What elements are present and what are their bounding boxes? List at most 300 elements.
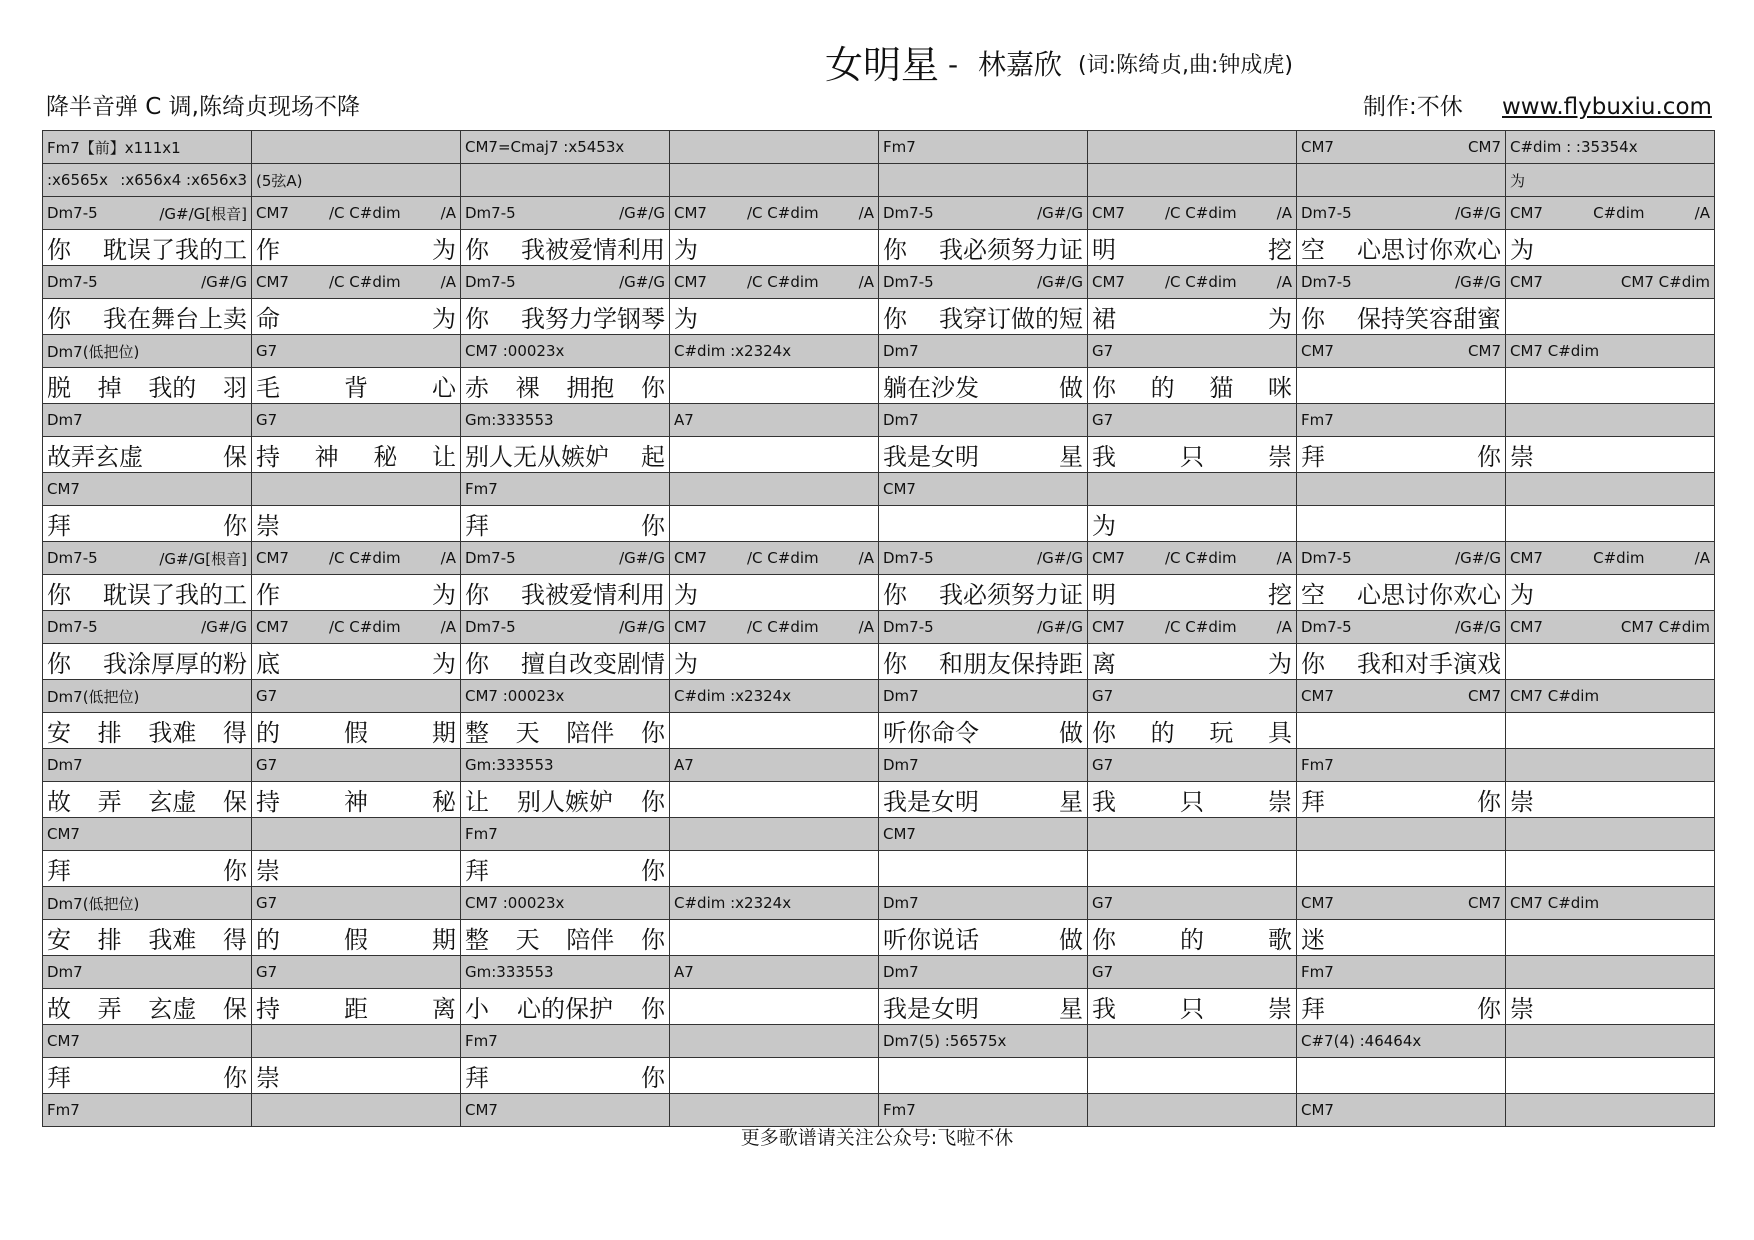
lyric-text: 我难 <box>148 926 197 954</box>
lyric-cell <box>879 851 1088 887</box>
lyric-text: 弄 <box>97 995 122 1023</box>
lyric-cell <box>43 851 252 887</box>
lyric-text: 崇 <box>1510 443 1534 471</box>
cell-content <box>1092 713 1292 748</box>
lyric-text: 我 <box>1092 788 1116 816</box>
lyric-text: 和朋友保持距 <box>939 650 1083 678</box>
lyric-cell <box>1088 506 1297 542</box>
lyric-text: 保 <box>222 788 247 816</box>
cell-content <box>465 851 665 886</box>
cell-content <box>47 368 247 403</box>
cell-content <box>256 575 456 610</box>
cell-content <box>1092 549 1292 567</box>
cell-content <box>465 299 665 334</box>
lyric-text: 心的保护 <box>517 995 613 1023</box>
lyric-text: 为 <box>674 305 698 333</box>
chord-row <box>43 197 1715 230</box>
chord-symbol: CM7 <box>674 618 707 636</box>
chord-symbol: /G#/G <box>1455 618 1501 636</box>
lyric-text: 背 <box>344 374 368 402</box>
chord-cell <box>461 956 670 989</box>
cell-content <box>1510 437 1710 472</box>
lyric-text: 拥抱 <box>566 374 615 402</box>
chord-row <box>43 611 1715 644</box>
lyric-cell <box>1297 299 1506 335</box>
lyric-text: 你 <box>883 650 907 678</box>
cell-content <box>465 273 665 291</box>
cell-content <box>1301 549 1501 567</box>
chord-symbol: CM7 C#dim <box>1620 273 1710 291</box>
chord-symbol: Dm7-5 <box>883 618 934 636</box>
cell-content <box>256 894 456 912</box>
lyric-cell <box>461 851 670 887</box>
chord-cell <box>1506 266 1715 299</box>
lyric-text: 空 <box>1301 236 1325 264</box>
cell-content <box>674 575 874 610</box>
lyric-text: 为 <box>1268 650 1292 678</box>
cell-content <box>47 273 247 291</box>
lyric-text: 你 <box>1477 995 1501 1023</box>
chord-cell <box>1297 164 1506 197</box>
chord-symbol: Dm7-5 <box>1301 204 1352 222</box>
lyric-cell <box>1297 1058 1506 1094</box>
cell-content <box>465 963 665 981</box>
lyric-text: 你 <box>883 305 907 333</box>
lyric-text: 我是女明 <box>883 443 979 471</box>
lyric-row <box>43 989 1715 1025</box>
cell-content <box>883 825 1083 843</box>
cell-content <box>1092 782 1292 817</box>
cell-content <box>256 170 456 191</box>
chord-symbol: CM7 <box>465 1101 498 1119</box>
lyric-cell <box>252 1058 461 1094</box>
chord-symbol: Fm7 <box>47 1101 80 1119</box>
lyric-row <box>43 920 1715 956</box>
lyric-text: 玄虚 <box>148 995 197 1023</box>
chord-symbol: /C C#dim <box>329 273 401 291</box>
lyric-text: 陪伴 <box>566 719 615 747</box>
chord-cell <box>43 611 252 644</box>
chord-symbol: /G#/G <box>619 618 665 636</box>
cell-content <box>47 480 247 498</box>
lyric-cell <box>1088 782 1297 818</box>
lyric-cell <box>879 299 1088 335</box>
lyric-text: 故 <box>47 788 71 816</box>
chord-symbol: /G#/G[根音] <box>159 204 247 223</box>
cell-content <box>1301 687 1501 705</box>
chord-cell <box>670 680 879 713</box>
cell-content <box>47 171 247 189</box>
lyric-cell <box>879 989 1088 1025</box>
cell-content <box>47 851 247 886</box>
cell-content <box>47 1101 247 1119</box>
cell-content <box>883 368 1083 403</box>
chord-cell <box>43 542 252 575</box>
chord-symbol: /A <box>858 618 874 636</box>
cell-content <box>47 920 247 955</box>
cell-content <box>256 230 456 265</box>
chord-symbol: G7 <box>256 687 278 705</box>
chord-symbol: C#dim <box>1593 204 1645 222</box>
cell-content <box>47 1032 247 1050</box>
lyric-cell <box>879 230 1088 266</box>
chord-cell <box>1297 404 1506 437</box>
lyric-text: 别人嫉妒 <box>517 788 613 816</box>
chord-cell <box>1088 749 1297 782</box>
cell-content <box>1092 756 1292 774</box>
chord-symbol: Fm7 <box>1301 411 1334 429</box>
chord-symbol: /C C#dim <box>1165 204 1237 222</box>
cell-content <box>883 138 1083 156</box>
chord-cell <box>879 404 1088 437</box>
cell-content <box>47 1058 247 1093</box>
chord-symbol: CM7 C#dim <box>1510 894 1600 912</box>
cell-content <box>883 618 1083 636</box>
cell-content <box>47 989 247 1024</box>
lyric-row <box>43 575 1715 611</box>
cell-content <box>674 299 874 334</box>
chord-cell <box>1088 611 1297 644</box>
chord-cell <box>670 1094 879 1127</box>
lyric-text: 我是女明 <box>883 788 979 816</box>
chord-cell <box>43 131 252 164</box>
cell-content <box>1301 920 1501 955</box>
lyric-text: 你 <box>1092 374 1116 402</box>
chord-symbol: CM7 C#dim <box>1510 687 1600 705</box>
lyric-text: 你 <box>223 512 247 540</box>
chord-symbol: Fm7 <box>465 480 498 498</box>
chord-symbol: CM7 <box>1468 687 1501 705</box>
lyric-cell <box>879 368 1088 404</box>
chord-cell <box>670 404 879 437</box>
cell-content <box>1510 549 1710 567</box>
lyric-text: 保 <box>223 443 247 471</box>
chord-symbol: /C C#dim <box>747 273 819 291</box>
chord-symbol: CM7 <box>1468 138 1501 156</box>
lyric-text: 为 <box>432 650 456 678</box>
chord-cell <box>879 1025 1088 1058</box>
cell-content <box>674 618 874 636</box>
chord-cell <box>1088 404 1297 437</box>
cell-content <box>1092 230 1292 265</box>
lyric-text: 你 <box>640 926 665 954</box>
lyric-text: 我涂厚厚的粉 <box>103 650 247 678</box>
lyric-cell <box>252 230 461 266</box>
cell-content <box>256 989 456 1024</box>
title-dash: - <box>948 48 959 81</box>
cell-content <box>1510 204 1710 222</box>
lyric-cell <box>879 920 1088 956</box>
chord-cell <box>1297 1094 1506 1127</box>
chord-cell <box>1506 197 1715 230</box>
lyric-cell <box>1088 920 1297 956</box>
chord-symbol: Fm7 <box>465 1032 498 1050</box>
lyric-text: 崇 <box>256 857 280 885</box>
chord-symbol: G7 <box>1092 411 1114 429</box>
chord-cell <box>670 1025 879 1058</box>
lyric-cell <box>1506 1058 1715 1094</box>
chord-symbol: /G#/G <box>201 273 247 291</box>
chord-symbol: CM7 <box>1301 342 1334 360</box>
lyric-cell <box>1506 920 1715 956</box>
lyric-cell <box>461 713 670 749</box>
cell-content <box>1301 299 1501 334</box>
chord-symbol: Dm7-5 <box>465 549 516 567</box>
chord-symbol: A7 <box>674 756 694 774</box>
chord-symbol: Dm7 <box>883 756 919 774</box>
chord-symbol: CM7 <box>674 204 707 222</box>
lyric-cell <box>252 851 461 887</box>
chord-cell <box>1297 611 1506 644</box>
chord-cell <box>1297 749 1506 782</box>
cell-content <box>883 1032 1083 1050</box>
chord-cell <box>1506 1025 1715 1058</box>
lyric-text: 假 <box>344 926 368 954</box>
lyric-text: 崇 <box>256 1064 280 1092</box>
cell-content <box>256 299 456 334</box>
chord-cell <box>43 749 252 782</box>
cell-content <box>465 342 665 360</box>
chord-cell <box>1088 335 1297 368</box>
lyric-cell <box>670 851 879 887</box>
chord-symbol: /C C#dim <box>747 549 819 567</box>
chord-symbol: G7 <box>1092 894 1114 912</box>
chord-cell <box>43 164 252 197</box>
lyric-cell <box>670 437 879 473</box>
chord-cell <box>879 164 1088 197</box>
lyric-text: 毛 <box>256 374 280 402</box>
cell-content <box>883 480 1083 498</box>
lyric-cell <box>1297 575 1506 611</box>
cell-content <box>47 963 247 981</box>
chord-sheet-table <box>42 130 1715 1127</box>
cell-content <box>674 273 874 291</box>
cell-content <box>883 782 1083 817</box>
lyric-cell <box>252 989 461 1025</box>
chord-cell <box>252 473 461 506</box>
lyric-text: 你 <box>883 581 907 609</box>
chord-symbol: /G#/G <box>1037 549 1083 567</box>
chord-symbol: /A <box>1276 273 1292 291</box>
chord-symbol: Gm:333553 <box>465 756 554 774</box>
lyric-text: 安 <box>47 719 71 747</box>
lyric-row <box>43 230 1715 266</box>
lyric-text: 作 <box>256 581 280 609</box>
chord-symbol: /G#/G[根音] <box>159 549 247 568</box>
lyric-cell <box>1297 782 1506 818</box>
cell-content <box>1092 204 1292 222</box>
cell-content <box>883 713 1083 748</box>
chord-cell <box>670 611 879 644</box>
cell-content <box>256 273 456 291</box>
lyric-text: 崇 <box>1510 788 1534 816</box>
chord-symbol: G7 <box>256 963 278 981</box>
chord-cell <box>670 131 879 164</box>
lyric-text: 的 <box>256 926 280 954</box>
lyric-text: 起 <box>641 443 665 471</box>
lyric-text: 离 <box>432 995 456 1023</box>
cell-content <box>1301 644 1501 679</box>
chord-symbol: CM7 <box>674 273 707 291</box>
chord-cell <box>461 335 670 368</box>
artist-name: 林嘉欣 <box>978 48 1063 81</box>
chord-cell <box>43 887 252 920</box>
chord-cell <box>1506 164 1715 197</box>
chord-cell <box>461 887 670 920</box>
cell-content <box>465 138 665 156</box>
cell-content <box>1301 437 1501 472</box>
chord-cell <box>1506 542 1715 575</box>
chord-symbol: CM7 <box>1301 687 1334 705</box>
cell-content <box>47 618 247 636</box>
lyric-text: 挖 <box>1268 581 1292 609</box>
chord-row <box>43 335 1715 368</box>
lyric-cell <box>1088 299 1297 335</box>
website-link[interactable]: www.flybuxiu.com <box>1502 94 1712 120</box>
chord-cell <box>1297 266 1506 299</box>
lyric-text: 羽 <box>222 374 247 402</box>
chord-cell <box>461 404 670 437</box>
lyric-cell <box>1297 851 1506 887</box>
cell-content <box>1301 756 1501 774</box>
chord-cell <box>43 680 252 713</box>
cell-content <box>256 756 456 774</box>
chord-symbol: /C C#dim <box>329 204 401 222</box>
chord-cell <box>670 164 879 197</box>
lyric-text: 我被爱情利用 <box>521 236 665 264</box>
lyric-text: 你 <box>1301 650 1325 678</box>
chord-row <box>43 473 1715 506</box>
cell-content <box>47 644 247 679</box>
chord-cell <box>1088 197 1297 230</box>
chord-symbol: G7 <box>256 342 278 360</box>
cell-content <box>1301 411 1501 429</box>
lyric-cell <box>461 437 670 473</box>
chord-cell <box>1088 473 1297 506</box>
chord-symbol: C#dim <box>1593 549 1645 567</box>
chord-cell <box>43 473 252 506</box>
lyric-text: 为 <box>1510 236 1534 264</box>
chord-symbol: CM7 C#dim <box>1620 618 1710 636</box>
chord-symbol: Dm7-5 <box>465 273 516 291</box>
chord-symbol: /C C#dim <box>747 204 819 222</box>
chord-cell <box>252 131 461 164</box>
lyric-text: 拜 <box>1301 995 1325 1023</box>
chord-symbol: Dm7-5 <box>1301 273 1352 291</box>
lyric-row <box>43 437 1715 473</box>
lyric-text: 我 <box>1092 995 1116 1023</box>
chord-symbol: Dm7-5 <box>47 618 98 636</box>
lyric-cell <box>1088 851 1297 887</box>
chord-cell <box>1088 542 1297 575</box>
lyric-text: 你 <box>223 1064 247 1092</box>
lyric-text: 玩 <box>1209 719 1234 747</box>
cell-content <box>1301 618 1501 636</box>
lyric-text: 离 <box>1092 650 1116 678</box>
cell-content <box>883 575 1083 610</box>
lyric-text: 猫 <box>1209 374 1234 402</box>
lyric-cell <box>670 506 879 542</box>
cell-content <box>465 687 665 705</box>
lyric-text: 我难 <box>148 719 197 747</box>
chord-cell <box>1506 749 1715 782</box>
chord-cell <box>1297 887 1506 920</box>
lyric-text: 你 <box>465 236 489 264</box>
chord-symbol: CM7 <box>1468 342 1501 360</box>
cell-content <box>256 506 456 541</box>
chord-cell <box>461 164 670 197</box>
lyric-text: 神 <box>314 443 339 471</box>
chord-symbol: Dm7 <box>883 963 919 981</box>
chord-symbol: /C C#dim <box>1165 273 1237 291</box>
cell-content <box>674 894 874 912</box>
lyric-text: 裸 <box>515 374 540 402</box>
chord-symbol: /C C#dim <box>329 549 401 567</box>
lyric-row <box>43 644 1715 680</box>
cell-content <box>883 411 1083 429</box>
lyric-text: 持 <box>256 995 280 1023</box>
lyric-text: 排 <box>97 719 122 747</box>
lyric-text: 你 <box>223 857 247 885</box>
lyric-cell <box>252 782 461 818</box>
chord-symbol: Fm7 <box>1301 756 1334 774</box>
lyric-text: 你 <box>47 236 71 264</box>
chord-cell <box>879 335 1088 368</box>
chord-symbol: CM7 <box>256 549 289 567</box>
lyric-cell <box>670 1058 879 1094</box>
lyric-cell <box>1297 713 1506 749</box>
chord-symbol: Gm:333553 <box>465 411 554 429</box>
chord-cell <box>1297 542 1506 575</box>
cell-content <box>1092 411 1292 429</box>
chord-cell <box>252 335 461 368</box>
lyric-cell <box>1297 230 1506 266</box>
chord-symbol: Fm7【前】x111x1 <box>47 138 181 157</box>
chord-symbol: /A <box>1694 549 1710 567</box>
lyric-row <box>43 1058 1715 1094</box>
chord-symbol: Dm7 <box>883 687 919 705</box>
lyric-cell <box>461 644 670 680</box>
chord-symbol: /A <box>440 204 456 222</box>
lyric-text: 只 <box>1180 788 1204 816</box>
chord-symbol: Dm7-5 <box>883 549 934 567</box>
lyric-cell <box>252 299 461 335</box>
chord-row <box>43 956 1715 989</box>
chord-symbol: /G#/G <box>1455 273 1501 291</box>
chord-symbol: :x6565x <box>47 171 108 189</box>
chord-symbol: CM7 <box>47 1032 80 1050</box>
lyric-text: 裙 <box>1092 305 1116 333</box>
lyric-row <box>43 299 1715 335</box>
cell-content <box>883 230 1083 265</box>
lyric-text: 崇 <box>1268 995 1292 1023</box>
lyric-text: 保 <box>222 995 247 1023</box>
chord-cell <box>1506 887 1715 920</box>
chord-symbol: CM7 <box>883 825 916 843</box>
lyric-cell <box>461 989 670 1025</box>
lyric-row <box>43 851 1715 887</box>
chord-symbol: /A <box>1694 204 1710 222</box>
cell-content <box>465 230 665 265</box>
lyric-text: 我被爱情利用 <box>521 581 665 609</box>
chord-cell <box>1506 473 1715 506</box>
lyric-cell <box>461 782 670 818</box>
chord-row <box>43 404 1715 437</box>
lyric-text: 假 <box>344 719 368 747</box>
cell-content <box>1301 894 1501 912</box>
chord-cell <box>461 266 670 299</box>
chord-symbol: /A <box>1276 618 1292 636</box>
